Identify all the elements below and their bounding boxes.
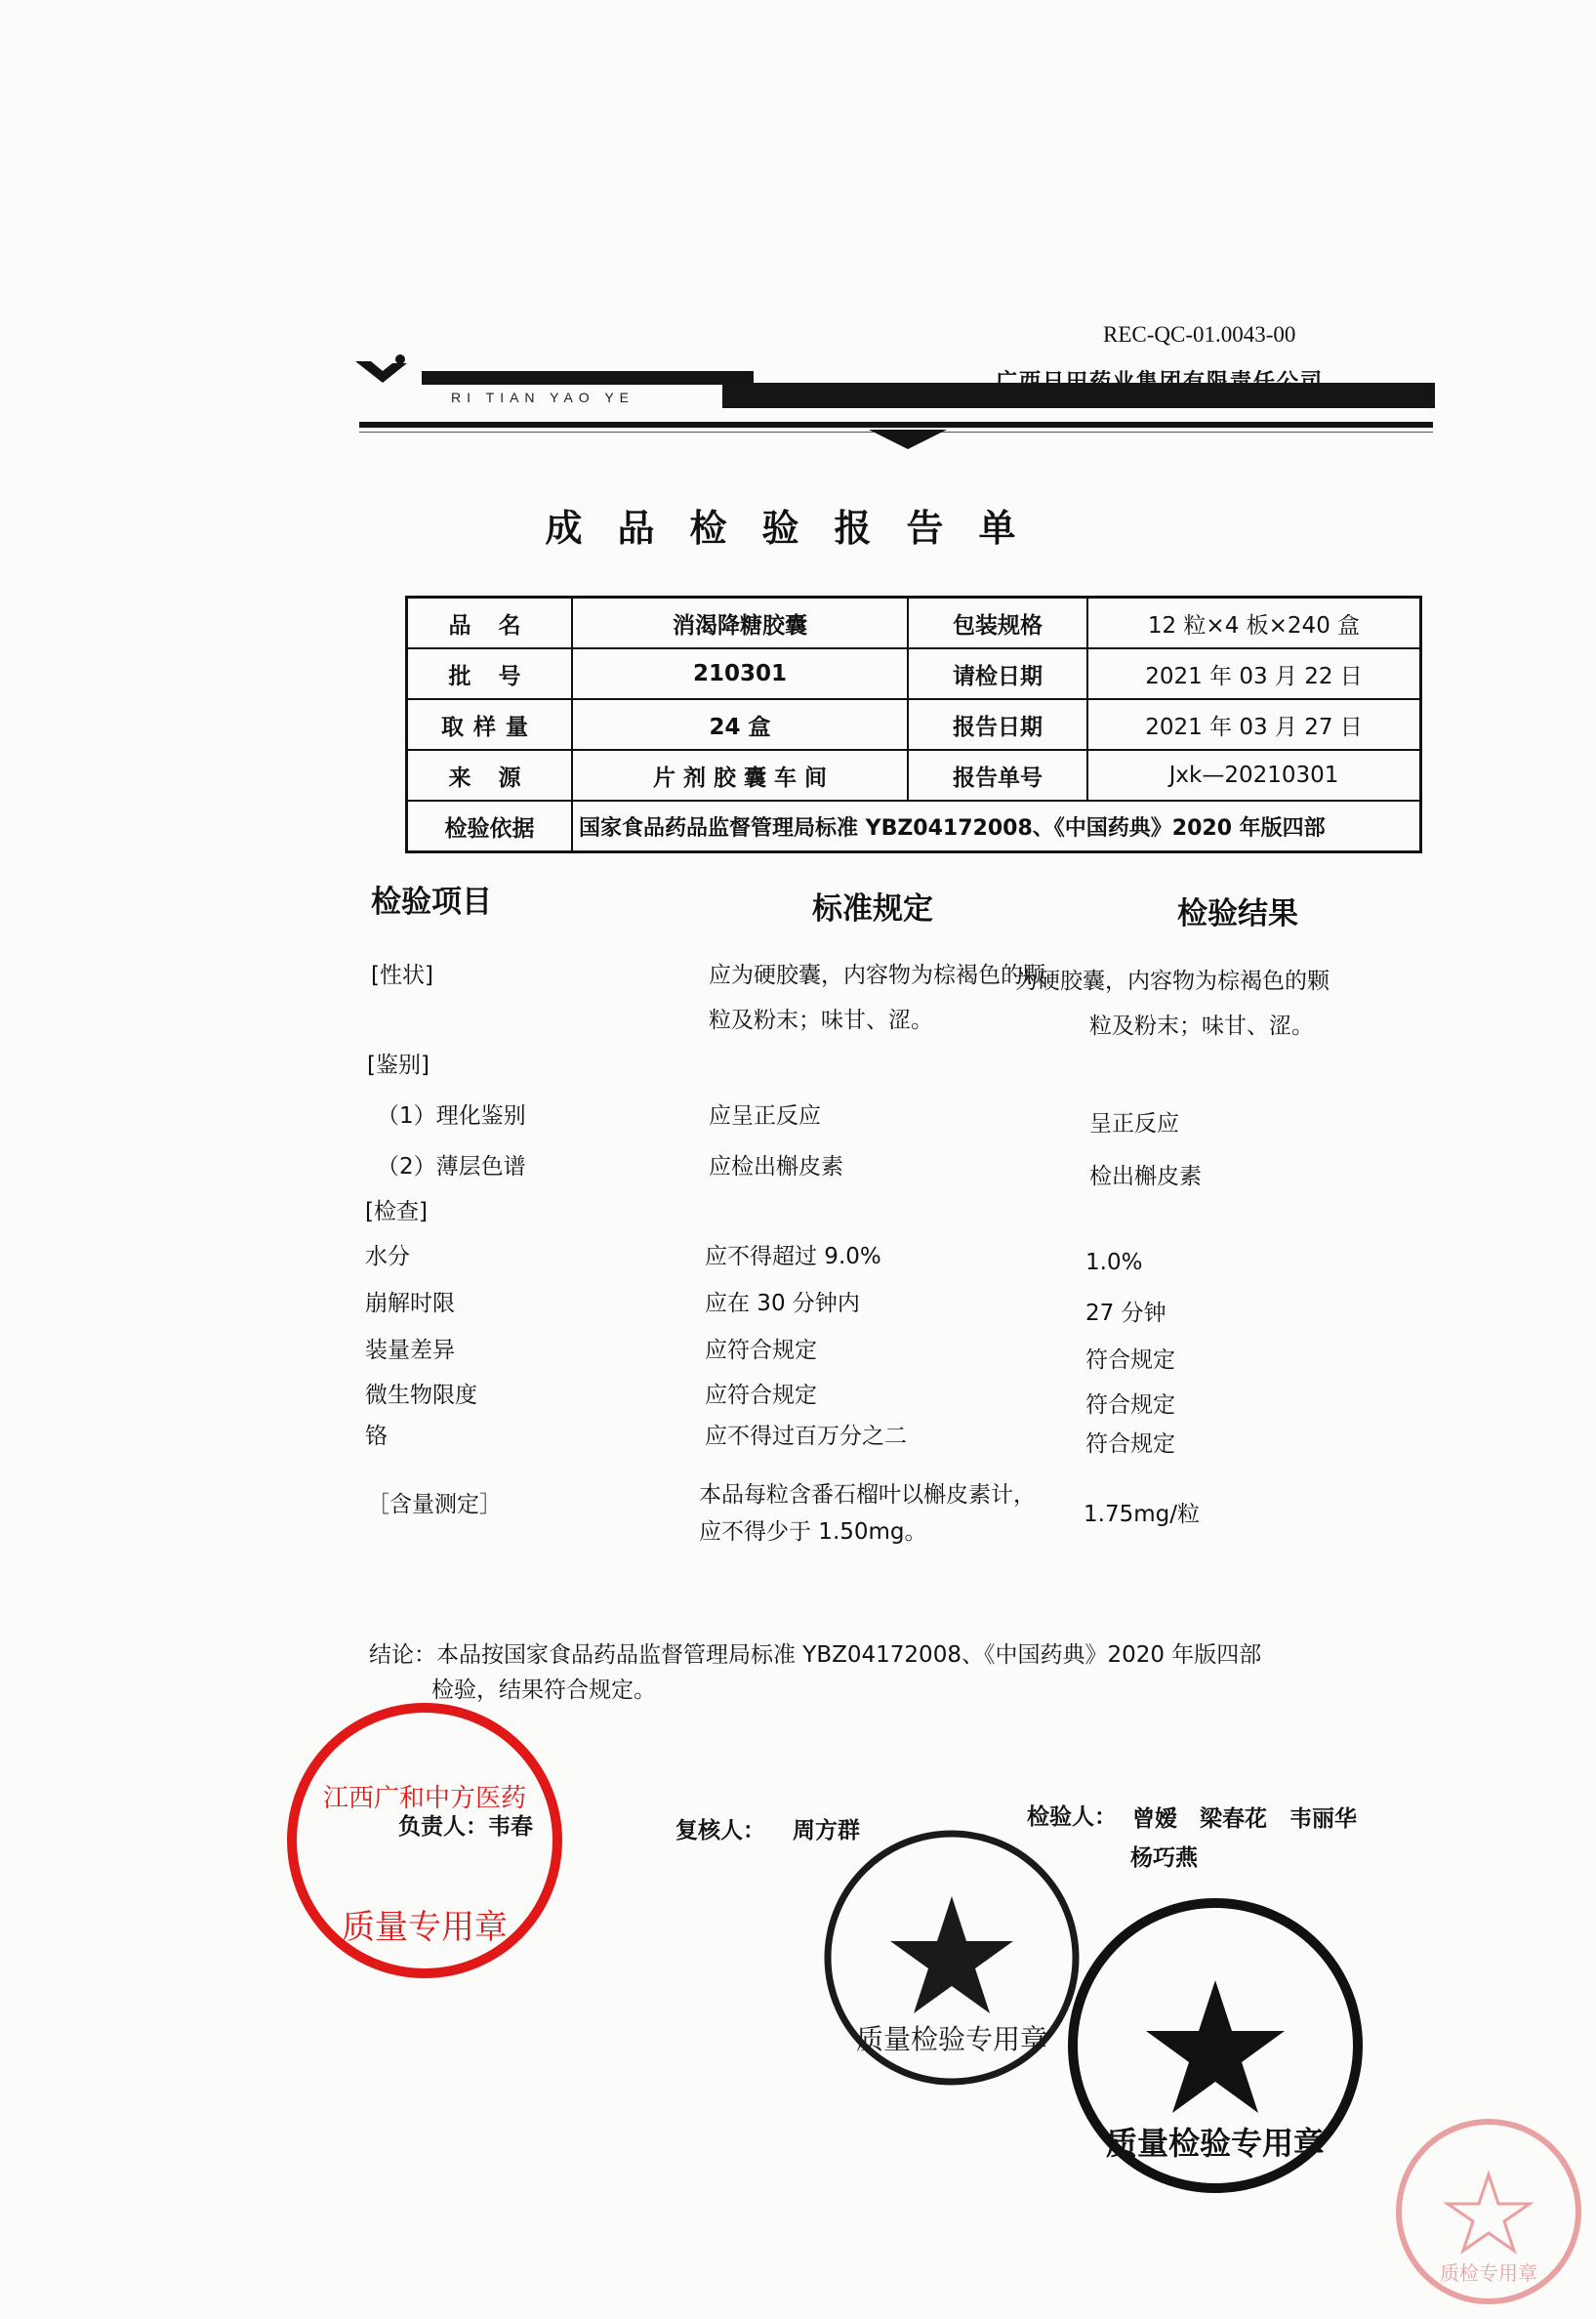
source-label: 来 源: [407, 750, 573, 801]
standard-text: 应呈正反应: [709, 1103, 821, 1129]
standard-text: 应检出槲皮素: [709, 1154, 843, 1180]
svg-text:江西广和中方医药: 江西广和中方医药: [322, 1784, 527, 1813]
inspection-basis: 国家食品药品监督管理局标准 YBZ04172008、《中国药典》2020 年版四部: [572, 801, 1421, 852]
standard-text: 本品每粒含番石榴叶以槲皮素计，: [699, 1482, 1036, 1508]
report-number: Jxk—20210301: [1087, 750, 1421, 801]
request-date-label: 请检日期: [908, 648, 1087, 699]
product-name: 消渴降糖胶囊: [572, 598, 908, 649]
header-rule: [359, 422, 1433, 428]
item-name: 崩解时限: [365, 1291, 455, 1316]
item-name: （2）薄层色谱: [377, 1154, 526, 1180]
table-row: [0, 1002, 1596, 1039]
info-table: [405, 596, 1422, 853]
result-text: 符合规定: [1085, 1347, 1175, 1373]
column-item: 检验项目: [371, 885, 492, 920]
standard-text: 粒及粉末；味甘、涩。: [709, 1008, 933, 1033]
header-arrow-icon: [869, 430, 947, 449]
report-no-label: 报告单号: [908, 750, 1087, 801]
item-name: 水分: [365, 1244, 410, 1269]
standard-text: 应不得少于 1.50mg。: [699, 1519, 927, 1545]
sample-label: 取样量: [407, 699, 573, 750]
table-row: [0, 1193, 1596, 1224]
sample-amount: 24 盒: [572, 699, 908, 750]
reviewer-name: 周方群: [793, 1818, 860, 1843]
conclusion-line-1: 结论：本品按国家食品药品监督管理局标准 YBZ04172008、《中国药典》2020 年版四部: [369, 1642, 1262, 1668]
column-standard: 标准规定: [812, 891, 933, 927]
item-name: 微生物限度: [365, 1383, 477, 1408]
conclusion-line-2: 检验，结果符合规定。: [431, 1677, 656, 1703]
red-seal-stamp: [283, 1699, 566, 1982]
standard-text: 应符合规定: [705, 1383, 817, 1408]
result-text: 1.0%: [1085, 1250, 1143, 1275]
reviewer-label: 复核人：: [675, 1818, 765, 1843]
table-row: [0, 1418, 1596, 1457]
result-text: 符合规定: [1085, 1392, 1175, 1418]
result-text: 1.75mg/粒: [1084, 1502, 1200, 1527]
table-row: [0, 1047, 1596, 1078]
standard-text: 应为硬胶囊，内容物为棕褐色的颗: [709, 963, 1045, 988]
company-logo: [353, 352, 763, 414]
report-date: 2021 年 03 月 27 日: [1087, 699, 1421, 750]
quality-inspection-stamp-2: [1064, 1894, 1367, 2197]
item-name: 铬: [365, 1424, 388, 1449]
item-name: [鉴别]: [367, 1053, 430, 1078]
batch-number: 210301: [572, 648, 908, 699]
source: 片 剂 胶 囊 车 间: [572, 750, 908, 801]
table-row: [0, 1377, 1596, 1418]
standard-text: 应不得超过 9.0%: [705, 1244, 881, 1269]
batch-label: 批 号: [407, 648, 573, 699]
report-title: 成品检验报告单: [545, 507, 1051, 550]
table-row: [0, 1285, 1596, 1326]
item-name: ［含量测定］: [367, 1492, 502, 1517]
svg-text:质量检验专用章: 质量检验专用章: [1105, 2125, 1326, 2162]
table-row: [0, 1097, 1596, 1137]
header-band: [722, 383, 1435, 408]
quality-inspection-stamp-1: [820, 1826, 1084, 2090]
table-row: [0, 1148, 1596, 1189]
result-text: 检出槲皮素: [1089, 1164, 1202, 1189]
table-row: [0, 1476, 1596, 1527]
result-text: 27 分钟: [1085, 1301, 1166, 1326]
report-date-label: 报告日期: [908, 699, 1087, 750]
table-row: [0, 957, 1596, 994]
inspector-label: 检验人：: [1027, 1804, 1117, 1830]
standard-text: 应在 30 分钟内: [705, 1291, 860, 1316]
table-row: [0, 1238, 1596, 1275]
result-text: 符合规定: [1085, 1431, 1175, 1457]
spec-label: 包装规格: [908, 598, 1087, 649]
result-text: 粒及粉末；味甘、涩。: [1089, 1014, 1314, 1039]
standard-text: 应不得过百万分之二: [705, 1424, 907, 1449]
document-number: REC-QC-01.0043-00: [1103, 322, 1296, 347]
responsible-person: 负责人：韦春: [398, 1814, 533, 1840]
svg-text:RI TIAN YAO YE: RI TIAN YAO YE: [451, 390, 635, 405]
result-text: 呈正反应: [1089, 1111, 1179, 1137]
package-spec: 12 粒×4 板×240 盒: [1087, 598, 1421, 649]
name-label: 品 名: [407, 598, 573, 649]
table-row: [0, 1332, 1596, 1373]
item-name: [性状]: [371, 963, 433, 988]
basis-label: 检验依据: [407, 801, 573, 852]
result-text: 为硬胶囊，内容物为棕褐色的颗: [1015, 969, 1330, 994]
svg-text:质检专用章: 质检专用章: [1440, 2261, 1537, 2285]
item-name: （1）理化鉴别: [377, 1103, 526, 1129]
item-name: [检查]: [365, 1199, 428, 1224]
svg-text:质量专用章: 质量专用章: [342, 1908, 508, 1947]
inspector-names: 曾嫒 梁春花 韦丽华: [1132, 1806, 1357, 1832]
red-corner-stamp: [1391, 2114, 1586, 2309]
svg-text:质量检验专用章: 质量检验专用章: [855, 2023, 1048, 2055]
request-date: 2021 年 03 月 22 日: [1087, 648, 1421, 699]
item-name: 装量差异: [365, 1338, 455, 1363]
column-result: 检验结果: [1177, 896, 1298, 932]
standard-text: 应符合规定: [705, 1338, 817, 1363]
inspector-name-2: 杨巧燕: [1130, 1845, 1198, 1871]
